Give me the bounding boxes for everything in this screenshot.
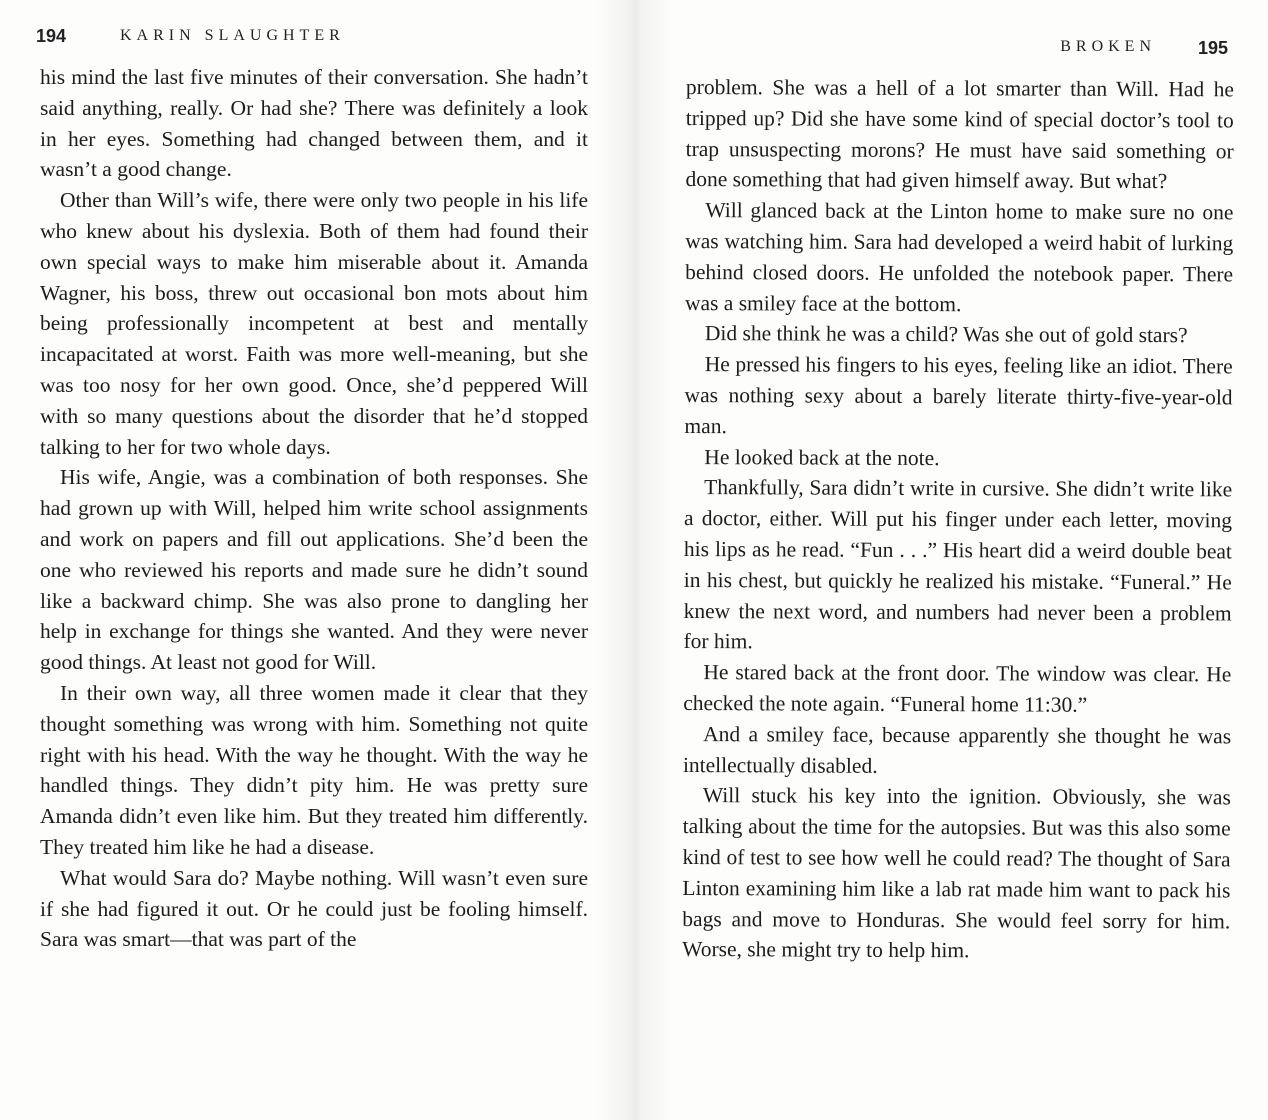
left-page [0, 0, 630, 1120]
running-head: KARIN SLAUGHTER [120, 27, 345, 44]
paragraph: problem. She was a hell of a lot smarter than Will. Had he tripped up? Did she have some kind of special doctor’s tool to trap unsuspecting morons? He must have said something or done something that had given himself away. But what? [685, 74, 1234, 194]
paragraph: his mind the last five minutes of their conversation. She hadn’t said anything, really. Or had she? There was definitely a look in her eyes. Something had changed between them, and it wasn’t a good change. [40, 65, 588, 182]
paragraph: He stared back at the front door. The window was clear. He checked the note again. “Funeral home 11:30.” [683, 660, 1232, 717]
paragraph: His wife, Angie, was a combination of both responses. She had grown up with Will, helped him write school assignments and work on papers and fill out applications. She’d been the one who reviewed his reports and made sure he didn’t sound like a backward chimp. She was also prone to dangling her help in exchange for things she wanted. And they were never good things. At least not good for Will. [40, 465, 588, 675]
paragraph: Thankfully, Sara didn’t write in cursive. She didn’t write like a doctor, either. Will put his finger under each letter, moving his lips as he read. “Fun . . .” His heart did a weird double beat in his chest, but quickly he realized his mistake. “Funeral.” He knew the next word, and numbers had never been a problem for him. [683, 475, 1233, 654]
paragraph: He looked back at the note. [704, 444, 940, 470]
body-text [40, 62, 588, 955]
paragraph: Will glanced back at the Linton home to make sure no one was watching him. Sara had developed a weird habit of lurking behind closed doors. He unfolded the notebook paper. There was a smiley face at the bottom. [684, 198, 1234, 316]
page-number: 194 [36, 26, 67, 46]
paragraph: Will stuck his key into the ignition. Obviously, she was talking about the time for the autopsies. But was this also some kind of test to see how well he could read? The thought of Sara Linton examining him like a lab rat made him want to pack his bags and move to Honduras. She would feel sorry for him. Worse, she might try to help him. [682, 783, 1231, 963]
paragraph: He pressed his fingers to his eyes, feeling like an idiot. There was nothing sexy about a barely literate thirty-five-year-old man. [684, 352, 1233, 438]
right-page [634, 0, 1268, 1120]
body-text [682, 72, 1234, 967]
paragraph: What would Sara do? Maybe nothing. Will wasn’t even sure if she had figured it out. Or he could just be fooling himself. Sara was smart—that was part of the [40, 865, 588, 952]
paragraph: And a smiley face, because apparently she thought he was intellectually disabled. [682, 721, 1232, 778]
paragraph: Other than Will’s wife, there were only two people in his life who knew about his dyslexia. Both of them had found their own special ways to make him miserable about it. Amanda Wagner, his boss, threw out occasional bon mots about him being professionally incompetent at best and mentally incapacitated at worst. Faith was more well-meaning, but she was too nosy for her own good. Once, she’d peppered Will with so many questions about the disorder that he’d stopped talking to her for two whole days. [40, 188, 588, 459]
paragraph: In their own way, all three women made it clear that they thought something was wrong with him. Something not quite right with his head. With the way he thought. With the way he handled things. They didn’t pity him. He was pretty sure Amanda didn’t even like him. But they treated him differently. They treated him like he had a disease. [40, 680, 588, 859]
page-number: 195 [1197, 38, 1228, 58]
running-head: BROKEN [1060, 38, 1156, 55]
paragraph: Did she think he was a child? Was she out of gold stars? [704, 321, 1188, 348]
